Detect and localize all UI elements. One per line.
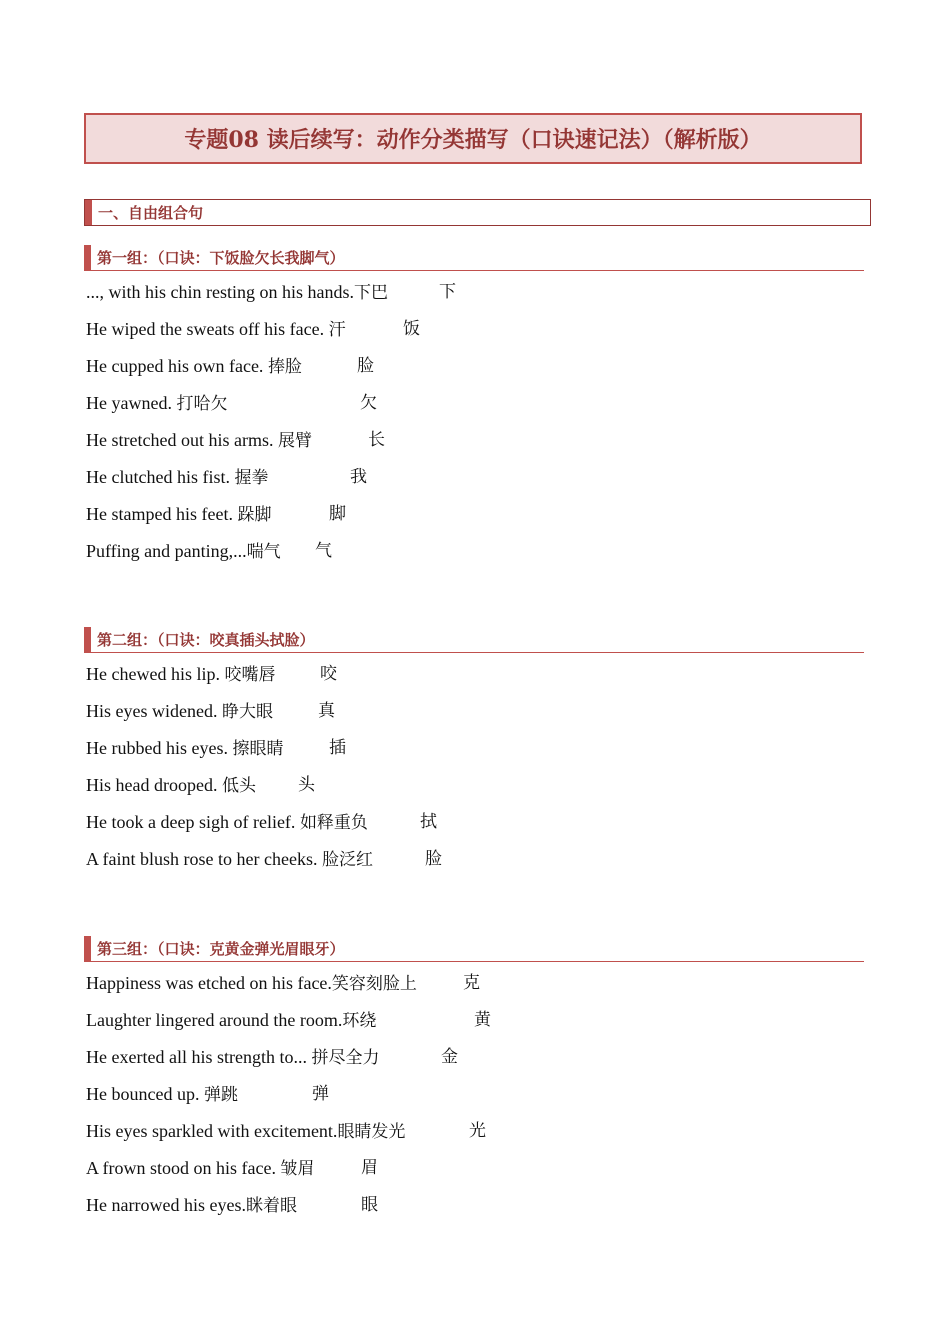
mnemonic-char: 克	[463, 973, 480, 993]
section-heading	[84, 199, 871, 226]
phrase-line: Puffing and panting,...喘气	[86, 541, 281, 562]
mnemonic-char: 光	[469, 1121, 486, 1141]
mnemonic-char: 欠	[360, 393, 377, 413]
group-marker	[84, 936, 91, 961]
mnemonic-char: 黄	[474, 1010, 491, 1030]
phrase-line: He stretched out his arms. 展臂	[86, 430, 312, 451]
mnemonic-char: 咬	[320, 664, 337, 684]
phrase-line: He yawned. 打哈欠	[86, 393, 228, 414]
phrase-line: A frown stood on his face. 皱眉	[86, 1158, 315, 1179]
phrase-line: ..., with his chin resting on his hands.下巴	[86, 282, 388, 303]
phrase-line: He clutched his fist. 握拳	[86, 467, 269, 488]
mnemonic-char: 真	[318, 701, 335, 721]
phrase-line: His eyes sparkled with excitement.眼睛发光	[86, 1121, 406, 1142]
group-heading-label: 第一组：（口诀：下饭脸欠长我脚气）	[97, 249, 345, 267]
group-heading-label: 第二组：（口诀：咬真插头拭脸）	[97, 631, 315, 649]
mnemonic-char: 脚	[329, 504, 346, 524]
phrase-line: He wiped the sweats off his face. 汗	[86, 319, 346, 340]
mnemonic-char: 插	[329, 738, 346, 758]
mnemonic-char: 饭	[403, 319, 420, 339]
phrase-line: His eyes widened. 睁大眼	[86, 701, 273, 722]
phrase-line: He cupped his own face. 捧脸	[86, 356, 302, 377]
section-marker	[85, 200, 92, 225]
group-marker	[84, 245, 91, 270]
group-marker	[84, 627, 91, 652]
phrase-line: He bounced up. 弹跳	[86, 1084, 238, 1105]
group-heading-3	[84, 936, 864, 962]
phrase-line: He rubbed his eyes. 擦眼睛	[86, 738, 284, 759]
mnemonic-char: 拭	[420, 812, 437, 832]
mnemonic-char: 长	[368, 430, 385, 450]
phrase-line: His head drooped. 低头	[86, 775, 256, 796]
phrase-line: He stamped his feet. 跺脚	[86, 504, 272, 525]
phrase-line: Laughter lingered around the room.环绕	[86, 1010, 377, 1031]
section-label: 一、自由组合句	[98, 204, 204, 222]
mnemonic-char: 下	[439, 282, 456, 302]
group-heading-2	[84, 627, 864, 653]
mnemonic-char: 眼	[361, 1195, 378, 1215]
mnemonic-char: 我	[350, 467, 367, 487]
phrase-line: He took a deep sigh of relief. 如释重负	[86, 812, 368, 833]
phrase-line: He exerted all his strength to... 拼尽全力	[86, 1047, 380, 1068]
mnemonic-char: 脸	[425, 849, 442, 869]
mnemonic-char: 金	[441, 1047, 458, 1067]
group-heading-label: 第三组：（口诀：克黄金弹光眉眼牙）	[97, 940, 345, 958]
mnemonic-char: 脸	[357, 356, 374, 376]
mnemonic-char: 眉	[361, 1158, 378, 1178]
mnemonic-char: 头	[298, 775, 315, 795]
document-title: 专题08 读后续写：动作分类描写（口诀速记法）（解析版）	[84, 113, 862, 164]
phrase-line: A faint blush rose to her cheeks. 脸泛红	[86, 849, 373, 870]
mnemonic-char: 气	[315, 541, 332, 561]
phrase-line: Happiness was etched on his face.笑容刻脸上	[86, 973, 417, 994]
mnemonic-char: 弹	[312, 1084, 329, 1104]
phrase-line: He narrowed his eyes.眯着眼	[86, 1195, 297, 1216]
phrase-line: He chewed his lip. 咬嘴唇	[86, 664, 276, 685]
group-heading-1	[84, 245, 864, 271]
